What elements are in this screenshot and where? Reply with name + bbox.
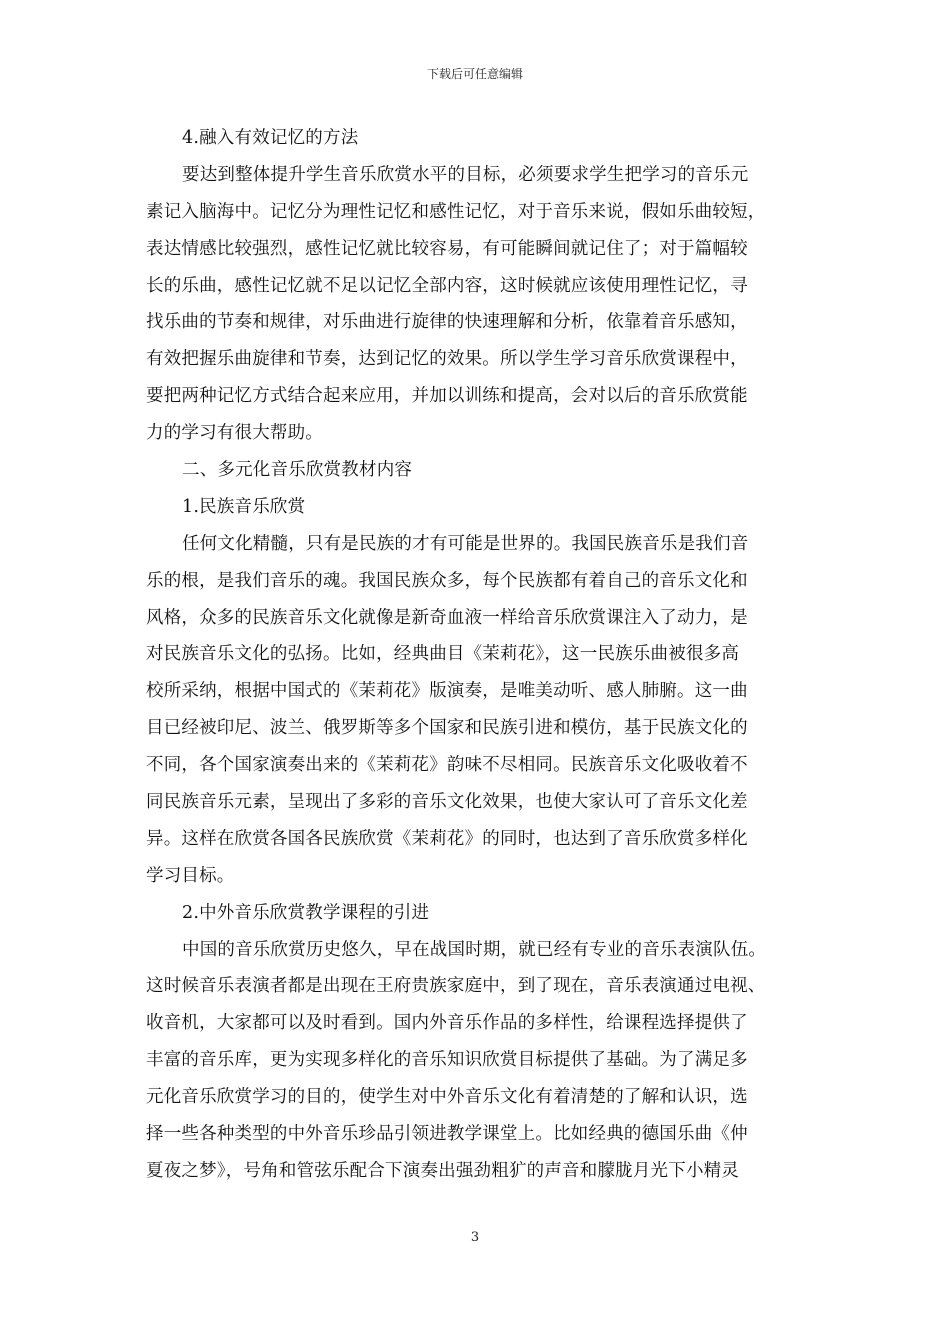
paragraph-line: 素记入脑海中。记忆分为理性记忆和感性记忆，对于音乐来说，假如乐曲较短，	[146, 201, 766, 222]
page-number: 3	[470, 1230, 480, 1245]
paragraph-line: 收音机，大家都可以及时看到。国内外音乐作品的多样性，给课程选择提供了	[146, 1013, 748, 1034]
paragraph-line: 找乐曲的节奏和规律，对乐曲进行旋律的快速理解和分析，依靠着音乐感知，	[146, 312, 748, 333]
page-header: 下载后可任意编辑	[426, 67, 523, 81]
document-body	[146, 120, 806, 1190]
paragraph-line: 任何文化精髓，只有是民族的才有可能是世界的。我国民族音乐是我们音	[182, 533, 749, 554]
subsection-heading: 1.民族音乐欣赏	[182, 496, 306, 517]
paragraph-line: 要把两种记忆方式结合起来应用，并加以训练和提高，会对以后的音乐欣赏能	[146, 386, 748, 407]
paragraph-line: 同民族音乐元素，呈现出了多彩的音乐文化效果，也使大家认可了音乐文化差	[146, 792, 748, 813]
paragraph-line: 表达情感比较强烈，感性记忆就比较容易，有可能瞬间就记住了；对于篇幅较	[146, 238, 748, 259]
section-heading: 二、多元化音乐欣赏教材内容	[182, 460, 413, 481]
paragraph-line: 目已经被印尼、波兰、俄罗斯等多个国家和民族引进和模仿，基于民族文化的	[146, 718, 748, 739]
section-heading: 4.融入有效记忆的方法	[182, 128, 359, 148]
paragraph-line: 不同，各个国家演奏出来的《茉莉花》韵味不尽相同。民族音乐文化吸收着不	[146, 755, 748, 776]
paragraph-line: 择一些各种类型的中外音乐珍品引领进教学课堂上。比如经典的德国乐曲《仲	[146, 1124, 748, 1145]
paragraph-line: 夏夜之梦》，号角和管弦乐配合下演奏出强劲粗犷的声音和朦胧月光下小精灵	[146, 1160, 740, 1181]
paragraph-line: 长的乐曲，感性记忆就不足以记忆全部内容，这时候就应该使用理性记忆，寻	[146, 275, 748, 296]
paragraph-line: 这时候音乐表演者都是出现在王府贵族家庭中，到了现在，音乐表演通过电视、	[146, 976, 766, 997]
paragraph-line: 乐的根，是我们音乐的魂。我国民族众多，每个民族都有着自己的音乐文化和	[146, 570, 748, 591]
paragraph-line: 异。这样在欣赏各国各民族欣赏《茉莉花》的同时，也达到了音乐欣赏多样化	[146, 828, 748, 849]
paragraph-line: 丰富的音乐库，更为实现多样化的音乐知识欣赏目标提供了基础。为了满足多	[146, 1050, 748, 1071]
paragraph-line: 校所采纳，根据中国式的《茉莉花》版演奏，是唯美动听、感人肺腑。这一曲	[146, 681, 748, 702]
paragraph-line: 要达到整体提升学生音乐欣赏水平的目标，必须要求学生把学习的音乐元	[182, 164, 749, 185]
paragraph-line: 对民族音乐文化的弘扬。比如，经典曲目《茉莉花》，这一民族乐曲被很多高	[146, 644, 740, 665]
paragraph-line: 中国的音乐欣赏历史悠久，早在战国时期，就已经有专业的音乐表演队伍。	[182, 939, 767, 960]
subsection-heading: 2.中外音乐欣赏教学课程的引进	[182, 902, 430, 923]
paragraph-line: 元化音乐欣赏学习的目的，使学生对中外音乐文化有着清楚的了解和认识，选	[146, 1087, 748, 1108]
paragraph-line: 学习目标。	[146, 865, 235, 886]
paragraph-line: 风格，众多的民族音乐文化就像是新奇血液一样给音乐欣赏课注入了动力，是	[146, 607, 748, 628]
paragraph-line: 有效把握乐曲旋律和节奏，达到记忆的效果。所以学生学习音乐欣赏课程中，	[146, 349, 748, 370]
paragraph-line: 力的学习有很大帮助。	[146, 423, 323, 444]
